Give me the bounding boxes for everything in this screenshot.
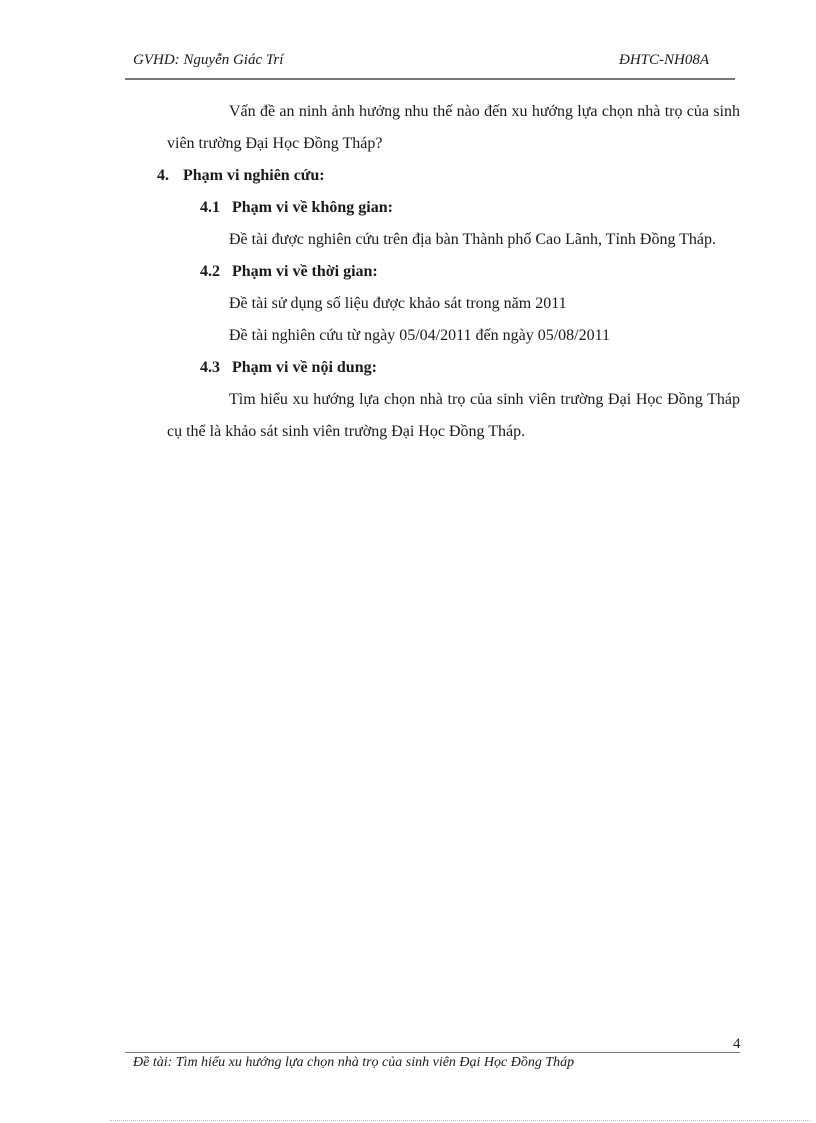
header-divider — [125, 78, 735, 80]
section-4-3-heading — [200, 352, 740, 384]
page-header — [133, 52, 709, 78]
section-4-2-number: 4.2 — [200, 263, 220, 280]
section-4-2-title: Phạm vi về thời gian: — [232, 263, 378, 280]
section-4-2-line-2: Đề tài nghiên cứu từ ngày 05/04/2011 đến ngày 05/08/2011 — [229, 327, 610, 344]
section-4-3-title: Phạm vi về nội dung: — [232, 359, 377, 376]
section-4-1-text: Đề tài được nghiên cứu trên địa bàn Thành phố Cao Lãnh, Tỉnh Đồng Tháp. — [229, 231, 717, 248]
section-4-2-line-1: Đề tài sử dụng số liệu được khảo sát trong năm 2011 — [229, 295, 567, 312]
section-4-title: Phạm vi nghiên cứu: — [183, 167, 325, 184]
section-4-3-number: 4.3 — [200, 359, 220, 376]
header-class-code: ĐHTC-NH08A — [618, 52, 709, 68]
page-footer: Đề tài: Tìm hiểu xu hướng lựa chọn nhà trọ của sinh viên Đại Học Đồng Tháp — [133, 1055, 575, 1070]
section-4-3-text: Tìm hiểu xu hướng lựa chọn nhà trọ của sinh viên trường Đại Học Đồng Tháp cụ thể là khảo sát sinh viên trường Đại Học Đồng Tháp. — [167, 391, 740, 440]
page-number: 4 — [733, 1036, 741, 1052]
section-4-2-heading — [200, 256, 740, 288]
document-body — [157, 96, 740, 448]
section-4-number: 4. — [157, 167, 169, 184]
page-bottom-border — [110, 1120, 810, 1121]
header-advisor: GVHD: Nguyễn Giác Trí — [133, 52, 284, 68]
section-4-1-title: Phạm vi về không gian: — [232, 199, 393, 216]
section-4-1-number: 4.1 — [200, 199, 220, 216]
section-4-1-heading — [200, 192, 740, 224]
footer-divider — [125, 1052, 740, 1053]
section-4-heading — [157, 160, 740, 192]
research-question: Vấn đề an ninh ảnh hưởng nhu thế nào đến xu hướng lựa chọn nhà trọ của sinh viên trường Đại Học Đồng Tháp? — [167, 103, 740, 152]
